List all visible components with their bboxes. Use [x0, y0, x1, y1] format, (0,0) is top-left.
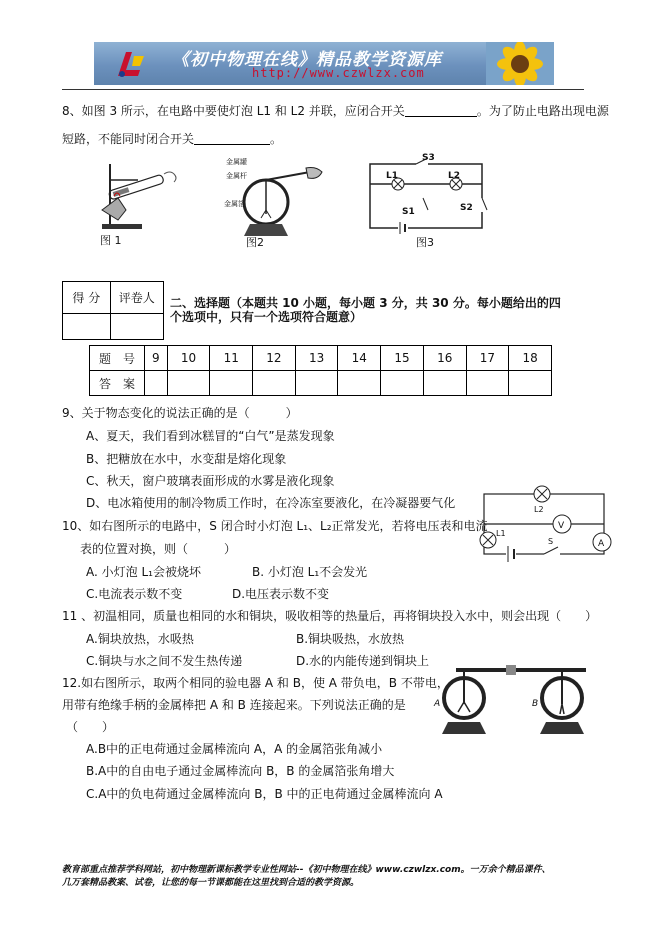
banner-title: 《初中物理在线》精品教学资源库	[172, 50, 442, 70]
q8-blank-1[interactable]	[405, 104, 477, 117]
header-rule	[62, 89, 584, 90]
figure-1-caption: 图 1	[100, 234, 122, 247]
section2-title-line1: 二、选择题（本题共 10 小题，每小题 3 分，共 30 分。每小题给出的四	[170, 296, 561, 310]
q11-stem: 11 、初温相同，质量也相同的水和铜块，吸收相等的热量后，再将铜块投入水中，则会出现（ ）	[62, 609, 598, 623]
answer-cell[interactable]	[295, 371, 338, 396]
header-banner	[94, 42, 554, 85]
q9-option-a[interactable]: A、夏天，我们看到冰糕冒的“白气”是蒸发现象	[86, 429, 335, 443]
q9-option-d[interactable]: D、电冰箱使用的制冷物质工作时，在冷冻室要液化，在冷凝器要气化	[86, 496, 456, 510]
q10-stem-1: 10、如右图所示的电路中，S 闭合时小灯泡 L₁、L₂正常发光，若将电压表和电流	[62, 519, 488, 533]
q11-option-c[interactable]: C.铜块与水之间不发生热传递	[86, 654, 243, 668]
answer-table-number: 13	[295, 346, 338, 371]
footer-line2: 几万套精品教案、试卷，让您的每一节课都能在这里找到合适的教学资源。	[62, 878, 360, 888]
q11-option-d[interactable]: D.水的内能传递到铜块上	[296, 654, 430, 668]
answer-cell[interactable]	[145, 371, 168, 396]
svg-text:L1: L1	[496, 529, 506, 538]
q12-option-a[interactable]: A.B中的正电荷通过金属棒流向 A，A 的金属箔张角减小	[86, 742, 383, 756]
grader-label: 评卷人	[110, 282, 163, 314]
answer-table-number: 16	[423, 346, 466, 371]
figure-3-circuit	[362, 152, 492, 250]
answer-cell[interactable]	[381, 371, 424, 396]
svg-text:V: V	[558, 521, 565, 531]
answer-cell[interactable]	[167, 371, 210, 396]
sunflower-icon	[486, 42, 554, 85]
answer-table-number: 17	[466, 346, 509, 371]
banner-url[interactable]: http://www.czwlzx.com	[252, 66, 425, 80]
score-cell[interactable]	[63, 314, 111, 340]
q8-line1: 8、如图 3 所示，在电路中要使灯泡 L1 和 L2 并联，应闭合开关 。为了防止电路出现电源	[62, 104, 609, 118]
score-label: 得 分	[63, 282, 111, 314]
q9-option-c[interactable]: C、秋天，窗户玻璃表面形成的水雾是液化现象	[86, 474, 335, 488]
svg-text:L2: L2	[534, 505, 544, 514]
q10-option-c[interactable]: C.电流表示数不变	[86, 587, 183, 601]
q12-stem-3: （ ）	[66, 720, 115, 734]
figure-1-test-tube-heating	[88, 158, 183, 248]
q12-option-b[interactable]: B.A中的自由电子通过金属棒流向 B，B 的金属箔张角增大	[86, 764, 395, 778]
q12-stem-2: 用带有绝缘手柄的金属棒把 A 和 B 连接起来。下列说法正确的是	[62, 698, 406, 712]
svg-text:S2: S2	[460, 203, 473, 213]
grader-cell[interactable]	[110, 314, 163, 340]
svg-text:A: A	[598, 539, 605, 549]
q12-electroscopes-figure	[432, 660, 617, 740]
q8-line2: 短路，不能同时闭合开关 。	[62, 132, 283, 146]
q12-stem-1: 12.如右图所示，取两个相同的验电器 A 和 B，使 A 带负电，B 不带电，	[62, 676, 449, 690]
svg-text:金属杆: 金属杆	[226, 172, 247, 180]
answer-cell[interactable]	[253, 371, 296, 396]
answer-cell[interactable]	[509, 371, 552, 396]
answer-table-number: 18	[509, 346, 552, 371]
svg-text:金属罐: 金属罐	[226, 158, 247, 166]
svg-text:S: S	[548, 537, 554, 546]
q12-option-c[interactable]: C.A中的负电荷通过金属棒流向 B，B 中的正电荷通过金属棒流向 A	[86, 787, 443, 801]
figure-2-electroscope-rod	[222, 154, 332, 248]
svg-text:金属箔: 金属箔	[224, 200, 245, 208]
q10-circuit	[474, 484, 616, 568]
answer-cell[interactable]	[338, 371, 381, 396]
svg-text:S3: S3	[422, 153, 435, 163]
svg-text:B: B	[532, 699, 539, 709]
q9-stem: 9、关于物态变化的说法正确的是（ ）	[62, 406, 298, 420]
figure-2-caption: 图2	[246, 236, 264, 248]
site-logo-icon	[114, 48, 148, 80]
answer-cell[interactable]	[466, 371, 509, 396]
answer-table	[89, 345, 552, 396]
q8-blank-2[interactable]	[194, 132, 270, 145]
q10-option-d[interactable]: D.电压表示数不变	[232, 587, 330, 601]
answer-cell[interactable]	[423, 371, 466, 396]
answer-table-answer-label: 答 案	[90, 371, 145, 396]
answer-table-number: 10	[167, 346, 210, 371]
svg-text:S1: S1	[402, 207, 415, 217]
svg-text:L1: L1	[386, 171, 398, 181]
q9-option-b[interactable]: B、把糖放在水中，水变甜是熔化现象	[86, 452, 287, 466]
q10-stem-2: 表的位置对换，则（ ）	[80, 542, 237, 556]
score-box	[62, 281, 164, 340]
q11-option-a[interactable]: A.铜块放热，水吸热	[86, 632, 194, 646]
answer-table-number: 14	[338, 346, 381, 371]
answer-cell[interactable]	[210, 371, 253, 396]
answer-table-number-label: 题 号	[90, 346, 145, 371]
q10-option-b[interactable]: B. 小灯泡 L₁不会发光	[252, 565, 368, 579]
answer-table-number: 11	[210, 346, 253, 371]
answer-table-number: 15	[381, 346, 424, 371]
answer-table-number: 9	[145, 346, 168, 371]
section2-title-line2: 个选项中，只有一个选项符合题意）	[170, 310, 363, 324]
answer-table-number: 12	[253, 346, 296, 371]
q11-option-b[interactable]: B.铜块吸热，水放热	[296, 632, 405, 646]
svg-text:L2: L2	[448, 171, 460, 181]
q10-option-a[interactable]: A. 小灯泡 L₁会被烧坏	[86, 565, 201, 579]
footer-line1: 教育部重点推荐学科网站，初中物理新课标教学专业性网站--《初中物理在线》www.czwlzx.com。一万余个精品课件、	[62, 865, 551, 875]
svg-text:A: A	[434, 699, 441, 709]
figure-3-caption: 图3	[416, 236, 434, 249]
